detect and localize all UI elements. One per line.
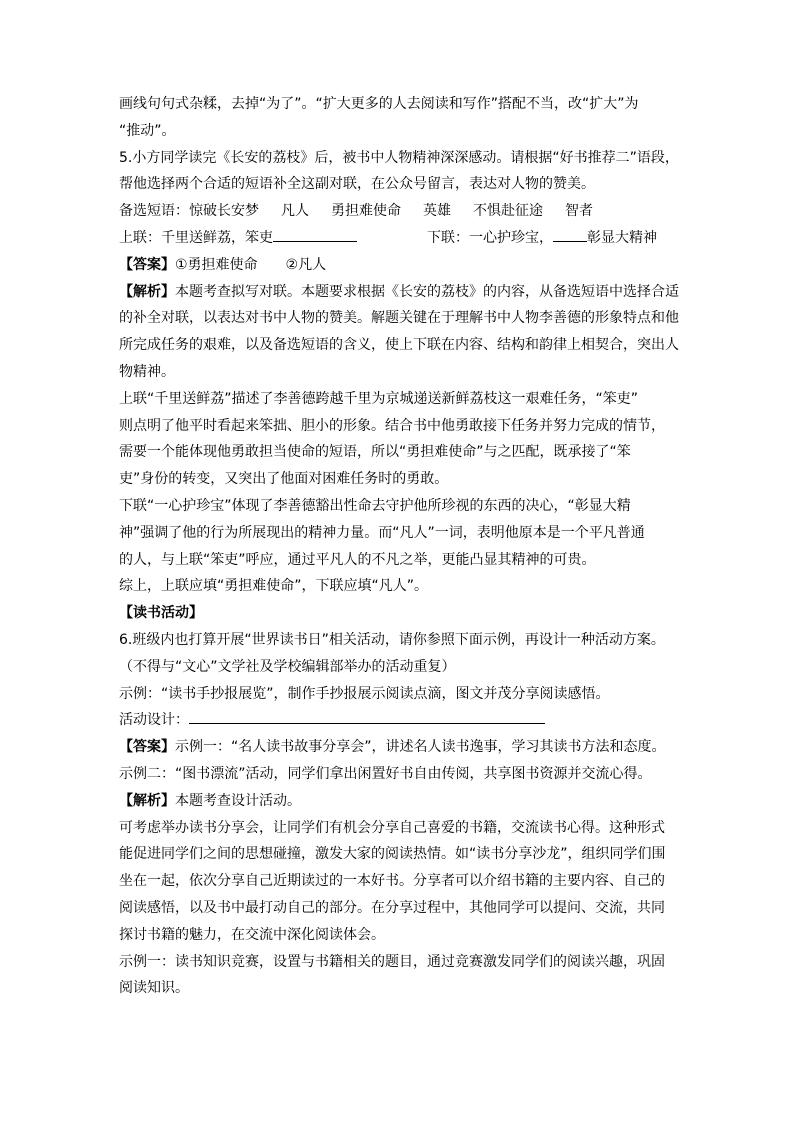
q5-para2-line: 则点明了他平时看起来笨拙、胆小的形象。结合书中他勇敢接下任务并努力完成的情节， — [119, 417, 665, 434]
q5-couplet — [119, 225, 689, 252]
q5-lower-label: 下联：一心护珍宝， — [427, 229, 553, 246]
q6-design-blank — [189, 709, 545, 724]
q5-para3-line: 的人，与上联“笨吏”呼应，通过平凡人的不凡之举，更能凸显其精神的可贵。 — [119, 551, 596, 568]
q5-answer-text: ①勇担难使命 ②凡人 — [175, 256, 327, 273]
q5-options — [119, 198, 689, 225]
intro-line-2: “推动”。 — [119, 122, 176, 139]
intro-line-1: 画线句句式杂糅，去掉“为了”。“扩大更多的人去阅读和写作”搭配不当，改“扩大”为 — [119, 96, 639, 112]
q6-example2-line: 示例一：读书知识竞赛，设置与书籍相关的题目，通过竞赛激发同学们的阅读兴趣，巩固 — [119, 953, 665, 970]
q5-para2-line: 上联“千里送鲜荔”描述了李善德跨越千里为京城递送新鲜荔枝这一艰难任务，“笨吏” — [119, 390, 639, 407]
q6-stem-line-1: 6.班级内也打算开展“世界读书日”相关活动，请你参照下面示例，再设计一种活动方案。 — [119, 631, 665, 648]
q6-design-label: 活动设计： — [119, 712, 189, 729]
q5-analysis-tag: 【解析】 — [119, 283, 175, 300]
q5-analysis-line — [119, 279, 689, 306]
q6-analysis-text: 本题考查设计活动。 — [175, 792, 301, 809]
q5-option: 智者 — [565, 203, 593, 220]
q5-stem-line-2: 帮他选择两个合适的短语补全这副对联，在公众号留言，表达对人物的赞美。 — [119, 176, 595, 193]
q6-para-line: 坐在一起，依次分享自己近期读过的一本好书。分享者可以介绍书籍的主要内容、自己的 — [119, 873, 665, 890]
q6-answer-tag: 【答案】 — [119, 739, 175, 756]
q5-answer-tag: 【答案】 — [119, 256, 175, 273]
q5-option: 勇担难使命 — [331, 203, 401, 220]
q6-analysis-tag: 【解析】 — [119, 792, 175, 809]
q5-summary: 综上，上联应填“勇担难使命”，下联应填“凡人”。 — [119, 578, 429, 595]
q5-option: 惊破长安梦 — [189, 203, 259, 220]
q5-options-label: 备选短语： — [119, 203, 189, 220]
q5-analysis-line: 的补全对联，以表达对书中人物的赞美。解题关键在于理解书中人物李善德的形象特点和他 — [119, 310, 679, 327]
q6-example2-line: 阅读知识。 — [119, 980, 189, 997]
q6-answer — [119, 734, 689, 761]
q5-option: 英雄 — [423, 203, 451, 220]
q5-option: 凡人 — [281, 203, 309, 220]
q5-lower-tail: 彰显大精神 — [587, 229, 657, 246]
q5-analysis-text: 本题考查拟写对联。本题要求根据《长安的荔枝》的内容，从备选短语中选择合适 — [175, 283, 679, 300]
q6-answer-line-1: 示例一：“名人读书故事分享会”，讲述名人读书逸事，学习其读书方法和态度。 — [175, 739, 666, 756]
q5-lower-blank — [553, 227, 587, 242]
q5-answer — [119, 252, 689, 279]
q6-design — [119, 707, 689, 734]
q6-para-line: 阅读感悟，以及书中最打动自己的部分。在分享过程中，其他同学可以提问、交流，共同 — [119, 899, 665, 916]
section-title: 【读书活动】 — [119, 605, 203, 622]
q6-para-line: 能促进同学们之间的思想碰撞，激发大家的阅读热情。如“读书分享沙龙”，组织同学们围 — [119, 846, 666, 863]
q6-para-line: 可考虑举办读书分享会，让同学们有机会分享自己喜爱的书籍，交流读书心得。这种形式 — [119, 819, 665, 836]
q5-analysis-line: 物精神。 — [119, 363, 175, 380]
q6-example: 示例：“读书手抄报展览”，制作手抄报展示阅读点滴，图文并茂分享阅读感悟。 — [119, 685, 610, 702]
q5-stem-line-1: 5.小方同学读完《长安的荔枝》后，被书中人物精神深深感动。请根据“好书推荐二”语段， — [119, 149, 679, 166]
q5-upper-blank — [273, 227, 357, 242]
q5-para3-line: 下联“一心护珍宝”体现了李善德豁出性命去守护他所珍视的东西的决心，“彰显大精 — [119, 497, 631, 514]
q5-upper-label: 上联：千里送鲜荔，笨吏 — [119, 229, 273, 246]
q5-para2-line: 需要一个能体现他勇敢担当使命的短语，所以“勇担难使命”与之匹配，既承接了“笨 — [119, 444, 631, 461]
q6-stem-line-2: （不得与“文心”文学社及学校编辑部举办的活动重复） — [119, 658, 456, 675]
q5-option: 不惧赴征途 — [473, 203, 543, 220]
q6-para-line: 探讨书籍的魅力，在交流中深化阅读体会。 — [119, 926, 385, 943]
q5-analysis-line: 所完成任务的艰难，以及备选短语的含义，使上下联在内容、结构和韵律上相契合，突出人 — [119, 337, 679, 354]
q5-para3-line: 神”强调了他的行为所展现出的精神力量。而“凡人”一词，表明他原本是一个平凡普通 — [119, 524, 645, 541]
q5-para2-line: 吏”身份的转变，又突出了他面对困难任务时的勇敢。 — [119, 471, 449, 488]
q6-answer-line-2: 示例二：“图书漂流”活动，同学们拿出闲置好书自由传阅，共享图书资源并交流心得。 — [119, 765, 652, 782]
document-page — [119, 91, 689, 1002]
q6-analysis — [119, 788, 689, 815]
